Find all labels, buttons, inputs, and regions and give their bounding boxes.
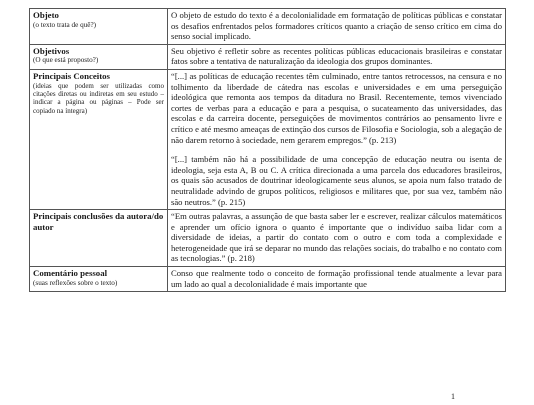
- table-row-objeto: [30, 9, 506, 45]
- content-paragraph: Conso que realmente todo o conceito de formação profissional tende atualmente a levar para um lado ao qual a decolonialidade é mais importante que: [171, 268, 502, 289]
- row-title: Objetivos: [33, 45, 70, 56]
- table-row-conceitos: [30, 69, 506, 209]
- content-paragraph: “[...] as políticas de educação recentes têm culminado, entre tantos retrocessos, na censura e no tolhimento da liberdade de cátedra nas escolas e universidades e em uma perseguição ideológica que remonta aos tempos da ditadura no Brasil. Recentemente, temos vivenciado cortes de verbas para a educação e para a pesquisa, o sucateamento das universidades, das escolas e da carreira docente, perseguições de movimentos contrários ao pensamento livre e crítico e até mesmo ameaças de extinção dos cursos de Filosofia e Sociologia, sob a alegação de não darem retorno à sociedade, nem gerarem empregos.” (p. 213): [171, 70, 502, 145]
- row-content-conclusoes: [168, 210, 506, 267]
- row-header-conceitos: [30, 69, 168, 209]
- row-header-conclusoes: [30, 210, 168, 267]
- content-paragraph: Seu objetivo é refletir sobre as recentes políticas públicas educacionais brasileiras e constatar fatos sobre a tentativa de naturalização da ideologia dos grupos dominantes.: [171, 45, 502, 67]
- table-row-objetivos: [30, 44, 506, 69]
- table-row-conclusoes: [30, 210, 506, 267]
- row-header-comentario: [30, 267, 168, 292]
- content-paragraph: “[...] também não há a possibilidade de uma concepção de educação neutra ou isenta de ideologia, seja esta A, B ou C. A crítica direcionada a uma parcela dos educadores brasileiros, os quais são acusados de doutrinar ideologicamente seus alunos, se apoia num falso tratado de neutralidade advindo de grupos políticos, religiosos e militares que, por sua vez, também não são neutros.” (p. 215): [171, 154, 502, 207]
- row-title: Principais Conceitos: [33, 70, 110, 81]
- page-number: 1: [451, 392, 455, 401]
- row-header-objetivos: [30, 44, 168, 69]
- content-paragraph: O objeto de estudo do texto é a decolonialidade em formatação de políticas públicas e constatar os desafios enfrentados pelos formadores críticos quanto a criação de senso crítico em cima do senso social implicado.: [171, 10, 502, 42]
- row-content-comentario: [168, 267, 506, 292]
- row-content-objetivos: [168, 44, 506, 69]
- row-subtitle: (suas reflexões sobre o texto): [33, 278, 118, 287]
- table-row-comentario: [30, 267, 506, 292]
- row-title: Principais conclusões da autora/do autor: [33, 211, 164, 232]
- content-paragraph: “Em outras palavras, a assunção de que basta saber ler e escrever, realizar cálculos matemáticos e aprender um ofício ignora o quanto é importante que o indivíduo saiba lidar com a diversidade de ideias, a partir do contato com o outro e com toda a complexidade e heterogeneidade que irá se deparar no mundo das relações sociais, do trabalho e no contato com as tecnologias.” (p. 218): [171, 211, 502, 264]
- row-content-conceitos: [168, 69, 506, 209]
- row-note: (ideias que podem ser utilizadas como citações diretas ou indiretas em seu estudo – indicar a página ou páginas – Pode ser copiado na íntegra): [33, 81, 164, 115]
- row-content-objeto: [168, 9, 506, 45]
- row-subtitle: (o texto trata de quê?): [33, 20, 97, 29]
- row-title: Comentário pessoal: [33, 268, 108, 279]
- row-title: Objeto: [33, 10, 59, 20]
- row-subtitle: (O que está proposto?): [33, 56, 99, 65]
- row-header-objeto: [30, 9, 168, 45]
- reading-summary-table: [29, 8, 506, 292]
